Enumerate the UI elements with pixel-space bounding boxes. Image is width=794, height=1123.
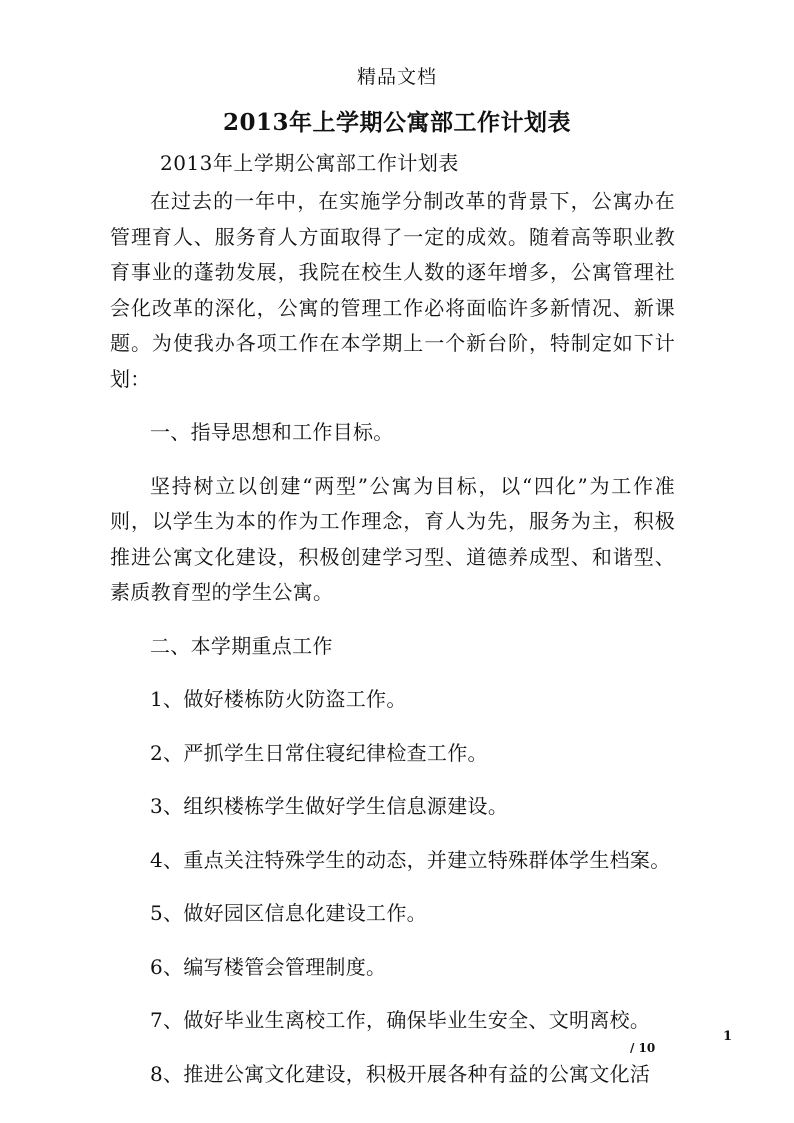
section1-heading: 一、指导思想和工作目标。 bbox=[150, 420, 394, 444]
document-title: 2013年上学期公寓部工作计划表 bbox=[222, 109, 571, 136]
corner-page-number: 1 bbox=[722, 1029, 732, 1044]
header-label: 精品文档 bbox=[356, 66, 437, 88]
list-item: 6、编写楼管会管理制度。 bbox=[150, 954, 387, 979]
document-body bbox=[110, 184, 675, 1092]
intro-paragraph: 在过去的一年中，在实施学分制改革的背景下，公寓办在管理育人、服务育人方面取得了一定的成效。随着高等职业教育事业的蓬勃发展，我院在校生人数的逐年增多，公寓管理社会化改革的深化，公寓的管理工作必将面临许多新情况、新课题。为使我办各项工作在本学期上一个新台阶，特制定如下计划： bbox=[110, 189, 675, 391]
list-item: 1、做好楼栋防火防盗工作。 bbox=[150, 687, 407, 711]
list-item: 2、严抓学生日常住寝纪律检查工作。 bbox=[150, 740, 488, 765]
list-item: 3、组织楼栋学生做好学生信息源建设。 bbox=[150, 794, 509, 818]
list-item: 8、推进公寓文化建设，积极开展各种有益的公寓文化活 bbox=[150, 1061, 651, 1086]
list-item: 5、做好园区信息化建设工作。 bbox=[150, 901, 427, 925]
page-count-label: / 10 bbox=[630, 1041, 656, 1055]
section1-paragraph: 坚持树立以创建“两型”公寓为目标，以“四化”为工作准则，以学生为本的作为工作理念，育人为先，服务为主，积极推进公寓文化建设，积极创建学习型、道德养成型、和谐型、素质教育型的学生公寓。 bbox=[110, 473, 675, 604]
list-item: 7、做好毕业生离校工作，确保毕业生安全、文明离校。 bbox=[150, 1008, 651, 1032]
list-item: 4、重点关注特殊学生的动态，并建立特殊群体学生档案。 bbox=[150, 847, 671, 872]
section2-heading: 二、本学期重点工作 bbox=[150, 633, 333, 658]
document-subtitle: 2013年上学期公寓部工作计划表 bbox=[160, 151, 459, 175]
